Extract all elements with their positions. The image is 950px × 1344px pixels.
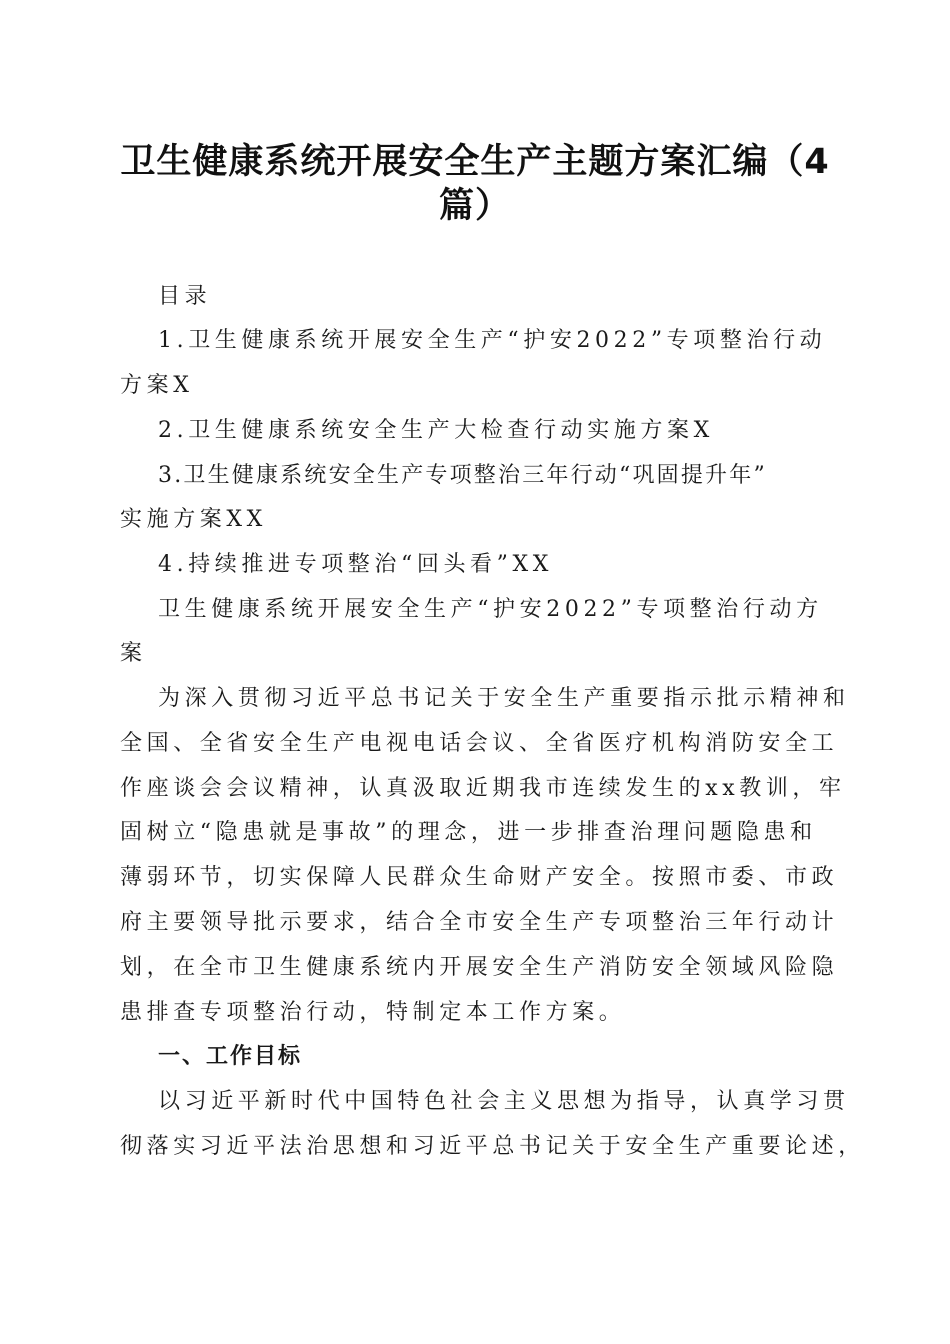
document-title-line-2: 篇） <box>438 186 511 226</box>
toc-heading: 目录 <box>158 284 212 309</box>
intro-paragraph-line: 薄弱环节，切实保障人民群众生命财产安全。按照市委、市政 <box>120 865 839 890</box>
intro-paragraph-line: 全国、全省安全生产电视电话会议、全省医疗机构消防安全工 <box>120 731 839 756</box>
goal-paragraph-line: 以习近平新时代中国特色社会主义思想为指导，认真学习贯 <box>158 1089 850 1114</box>
goal-paragraph-line: 彻落实习近平法治思想和习近平总书记关于安全生产重要论述， <box>120 1134 865 1159</box>
toc-item-4[interactable]: 4.持续推进专项整治“回头看”XX <box>158 552 554 577</box>
toc-item-2[interactable]: 2.卫生健康系统安全生产大检查行动实施方案X <box>158 418 714 443</box>
toc-item-1-cont[interactable]: 方案X <box>120 373 194 398</box>
document-title-line-1: 卫生健康系统开展安全生产主题方案汇编（4 <box>120 142 830 182</box>
toc-item-3[interactable]: 3.卫生健康系统安全生产专项整治三年行动“巩固提升年” <box>158 463 767 488</box>
toc-item-1[interactable]: 1.卫生健康系统开展安全生产“护安2022”专项整治行动 <box>158 328 827 353</box>
intro-paragraph-line: 府主要领导批示要求，结合全市安全生产专项整治三年行动计 <box>120 910 839 935</box>
section-title-line-1: 卫生健康系统开展安全生产“护安2022”专项整治行动方 <box>158 597 823 622</box>
intro-paragraph-line: 为深入贯彻习近平总书记关于安全生产重要指示批示精神和 <box>158 686 850 711</box>
intro-paragraph-line: 固树立“隐患就是事故”的理念，进一步排查治理问题隐患和 <box>120 820 817 845</box>
intro-paragraph-line: 患排查专项整治行动，特制定本工作方案。 <box>120 1000 626 1025</box>
section-title-line-2: 案 <box>120 641 147 666</box>
toc-item-3-cont[interactable]: 实施方案XX <box>120 507 267 532</box>
intro-paragraph-line: 作座谈会会议精神，认真汲取近期我市连续发生的xx教训，牢 <box>120 776 846 801</box>
intro-paragraph-line: 划，在全市卫生健康系统内开展安全生产消防安全领域风险隐 <box>120 955 839 980</box>
heading-work-goals: 一、工作目标 <box>158 1044 303 1069</box>
